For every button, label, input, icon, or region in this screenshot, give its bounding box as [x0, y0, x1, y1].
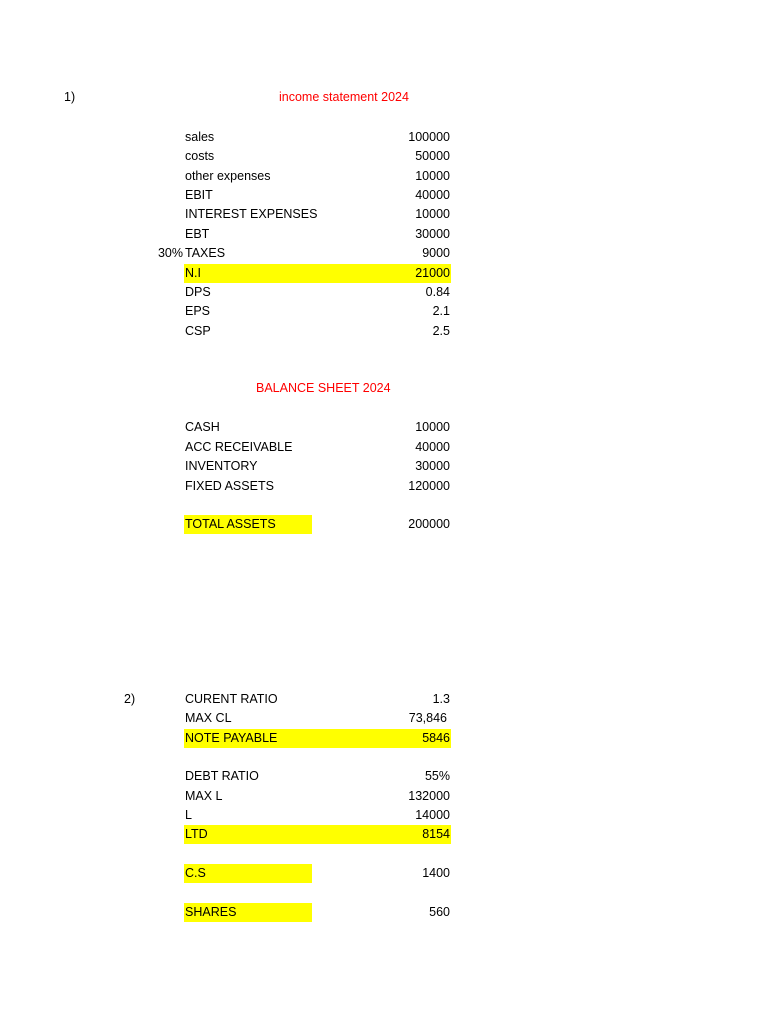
income-row-other-expenses — [184, 167, 451, 186]
row-label: TOTAL ASSETS — [185, 517, 276, 531]
row-value: 0.84 — [425, 285, 450, 299]
debt-row-l — [184, 806, 451, 825]
income-statement-title: income statement 2024 — [279, 90, 409, 104]
row-label: DEBT RATIO — [185, 769, 259, 783]
section-number-2: 2) — [124, 692, 136, 706]
row-label: INVENTORY — [185, 459, 258, 473]
balance-row-cash — [184, 418, 451, 437]
row-label: EPS — [185, 304, 211, 318]
row-value: 21000 — [415, 266, 450, 280]
income-row-taxes — [184, 244, 451, 263]
row-label: EBT — [185, 227, 210, 241]
debt-row-debt-ratio — [184, 767, 451, 786]
ratio-row-current-ratio — [184, 690, 451, 709]
debt-row-ltd — [184, 825, 451, 844]
income-row-interest-expenses — [184, 205, 451, 224]
section-number-1: 1) — [64, 90, 76, 104]
ratio-row-max-cl — [184, 709, 451, 728]
row-value: 5846 — [422, 731, 450, 745]
row-label: costs — [185, 149, 215, 163]
row-label: MAX L — [185, 789, 223, 803]
balance-row-total-assets — [184, 515, 451, 534]
row-value: 40000 — [415, 440, 450, 454]
row-value: 560 — [429, 905, 450, 919]
row-label: CASH — [185, 420, 220, 434]
row-value: 1.3 — [432, 692, 450, 706]
row-label: FIXED ASSETS — [185, 479, 274, 493]
balance-row-fixed-assets — [184, 477, 451, 496]
balance-sheet-title: BALANCE SHEET 2024 — [256, 381, 391, 395]
row-label: other expenses — [185, 169, 271, 183]
row-value: 2.1 — [432, 304, 450, 318]
row-value: 30000 — [415, 227, 450, 241]
row-value: 9000 — [422, 246, 450, 260]
income-row-dps — [184, 283, 451, 302]
row-label: SHARES — [185, 905, 237, 919]
row-label: C.S — [185, 866, 206, 880]
income-row-ebt — [184, 225, 451, 244]
row-value: 40000 — [415, 188, 450, 202]
row-value: 10000 — [415, 169, 450, 183]
row-label: MAX CL — [185, 711, 232, 725]
row-value: 14000 — [415, 808, 450, 822]
row-value: 10000 — [415, 207, 450, 221]
row-label: ACC RECEIVABLE — [185, 440, 293, 454]
balance-row-acc-receivable — [184, 438, 451, 457]
row-value: 100000 — [408, 130, 450, 144]
income-row-costs — [184, 147, 451, 166]
row-shares — [184, 903, 451, 922]
row-value: 132000 — [408, 789, 450, 803]
row-value: 50000 — [415, 149, 450, 163]
row-label: NOTE PAYABLE — [185, 731, 278, 745]
row-value: 10000 — [415, 420, 450, 434]
row-value: 200000 — [408, 517, 450, 531]
income-row-csp — [184, 322, 451, 341]
row-value: 8154 — [422, 827, 450, 841]
row-label: INTEREST EXPENSES — [185, 207, 318, 221]
row-label: CSP — [185, 324, 211, 338]
row-value: 30000 — [415, 459, 450, 473]
row-label: TAXES — [185, 246, 226, 260]
row-label: sales — [185, 130, 215, 144]
row-cs — [184, 864, 451, 883]
row-label: DPS — [185, 285, 211, 299]
row-value: 73,846 — [408, 711, 447, 725]
balance-row-inventory — [184, 457, 451, 476]
debt-row-max-l — [184, 787, 451, 806]
tax-rate: 30% — [157, 246, 183, 260]
row-value: 1400 — [422, 866, 450, 880]
income-row-sales — [184, 128, 451, 147]
income-row-net-income — [184, 264, 451, 283]
row-label: N.I — [185, 266, 201, 280]
row-label: L — [185, 808, 192, 822]
row-value: 2.5 — [432, 324, 450, 338]
row-label: CURENT RATIO — [185, 692, 278, 706]
ratio-row-note-payable — [184, 729, 451, 748]
income-row-eps — [184, 302, 451, 321]
row-value: 120000 — [408, 479, 450, 493]
income-row-ebit — [184, 186, 451, 205]
row-label: EBIT — [185, 188, 213, 202]
row-label: LTD — [185, 827, 208, 841]
row-value: 55% — [424, 769, 450, 783]
